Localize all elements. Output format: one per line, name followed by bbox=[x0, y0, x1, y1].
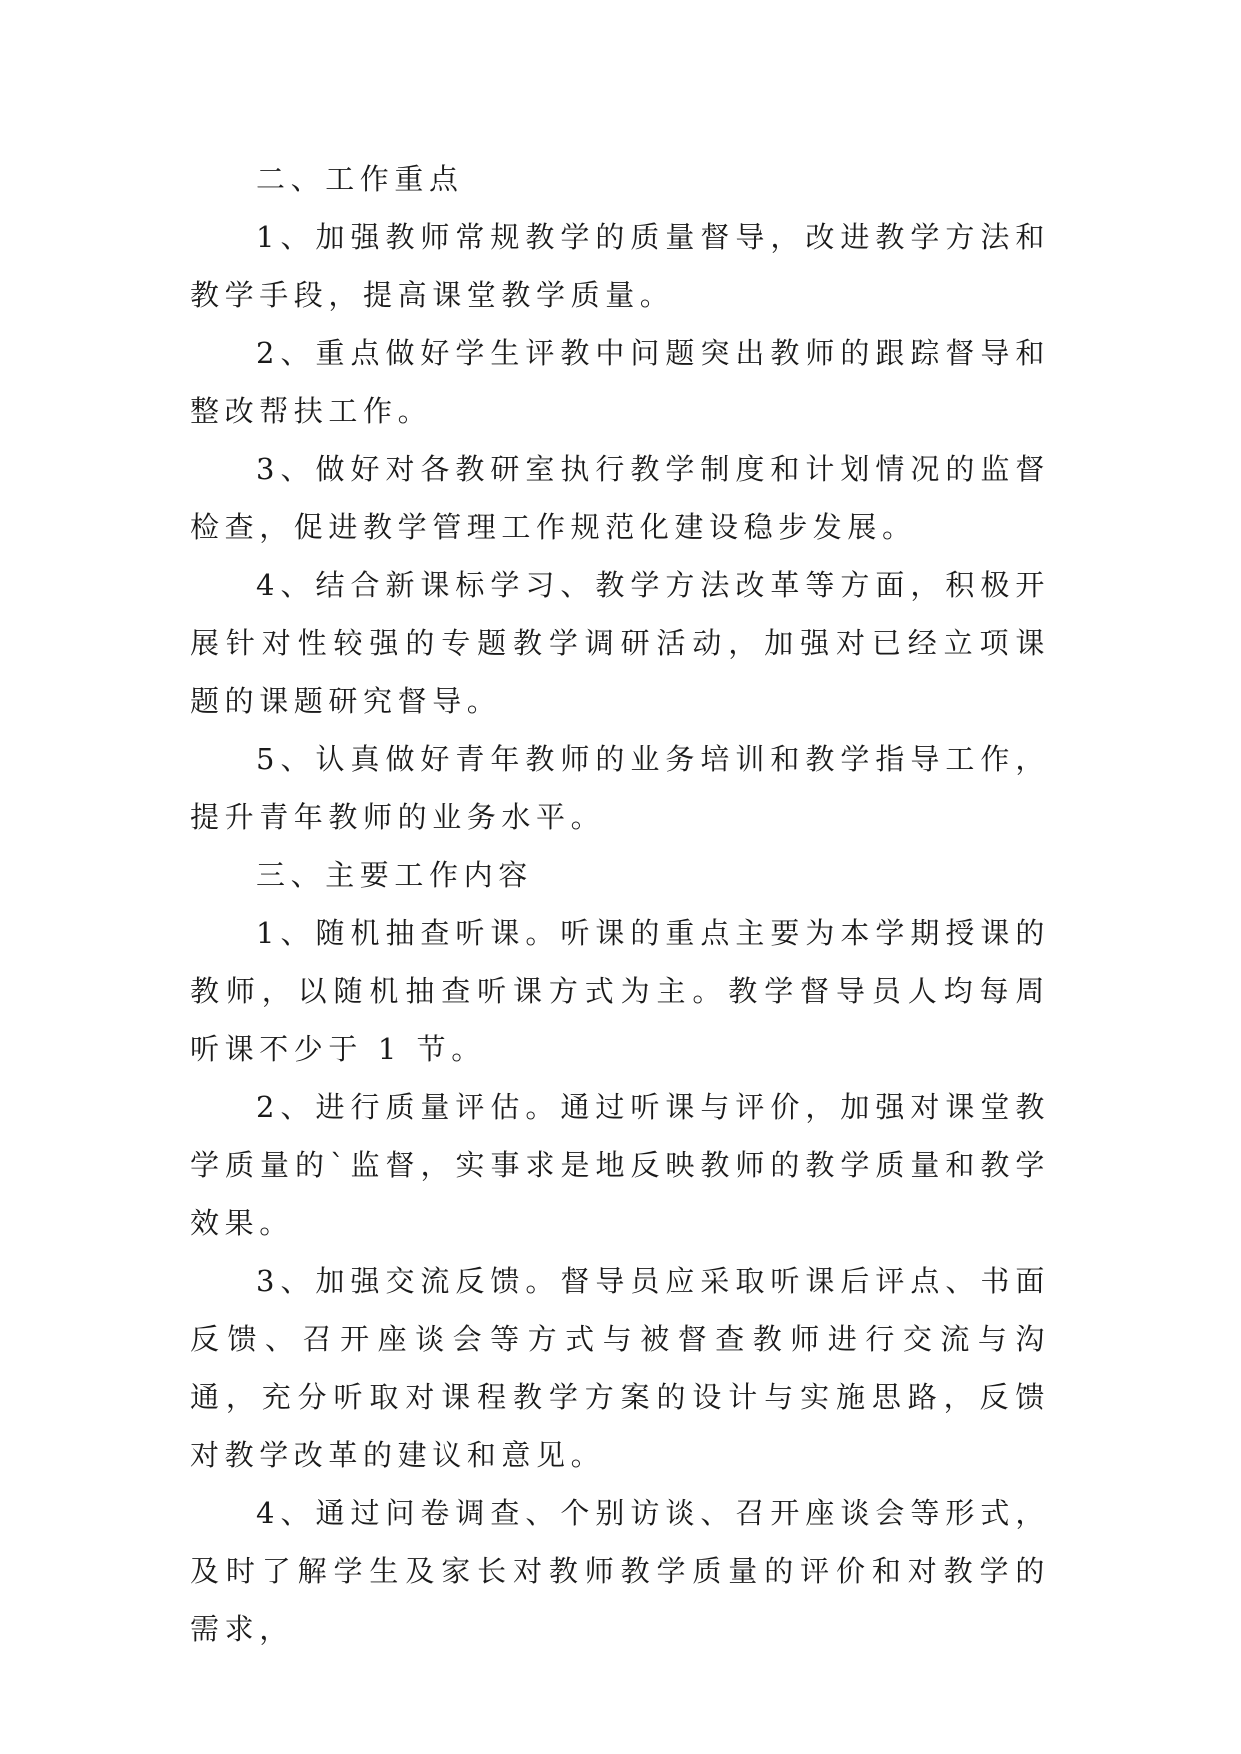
paragraph: 5、认真做好青年教师的业务培训和教学指导工作，提升青年教师的业务水平。 bbox=[190, 742, 1050, 834]
paragraph: 4、通过问卷调查、个别访谈、召开座谈会等形式，及时了解学生及家长对教师教学质量的评价和对教学的需求， bbox=[190, 1496, 1050, 1646]
section-heading-main-content: 三、主要工作内容 bbox=[256, 858, 533, 892]
paragraph: 2、重点做好学生评教中问题突出教师的跟踪督导和整改帮扶工作。 bbox=[190, 336, 1050, 428]
paragraph: 4、结合新课标学习、教学方法改革等方面，积极开展针对性较强的专题教学调研活动，加强对已经立项课题的课题研究督导。 bbox=[190, 568, 1050, 718]
paragraph: 1、随机抽查听课。听课的重点主要为本学期授课的教师，以随机抽查听课方式为主。教学督导员人均每周听课不少于 1 节。 bbox=[190, 916, 1050, 1066]
section-heading-work-focus: 二、工作重点 bbox=[256, 162, 464, 196]
paragraph: 1、加强教师常规教学的质量督导，改进教学方法和教学手段，提高课堂教学质量。 bbox=[190, 220, 1050, 312]
paragraph: 2、进行质量评估。通过听课与评价，加强对课堂教学质量的`监督，实事求是地反映教师的教学质量和教学效果。 bbox=[190, 1090, 1050, 1240]
paragraph: 3、加强交流反馈。督导员应采取听课后评点、书面反馈、召开座谈会等方式与被督查教师进行交流与沟通，充分听取对课程教学方案的设计与实施思路，反馈对教学改革的建议和意见。 bbox=[190, 1264, 1050, 1472]
paragraph: 3、做好对各教研室执行教学制度和计划情况的监督检查，促进教学管理工作规范化建设稳步发展。 bbox=[190, 452, 1050, 544]
document-body bbox=[190, 150, 1050, 1658]
